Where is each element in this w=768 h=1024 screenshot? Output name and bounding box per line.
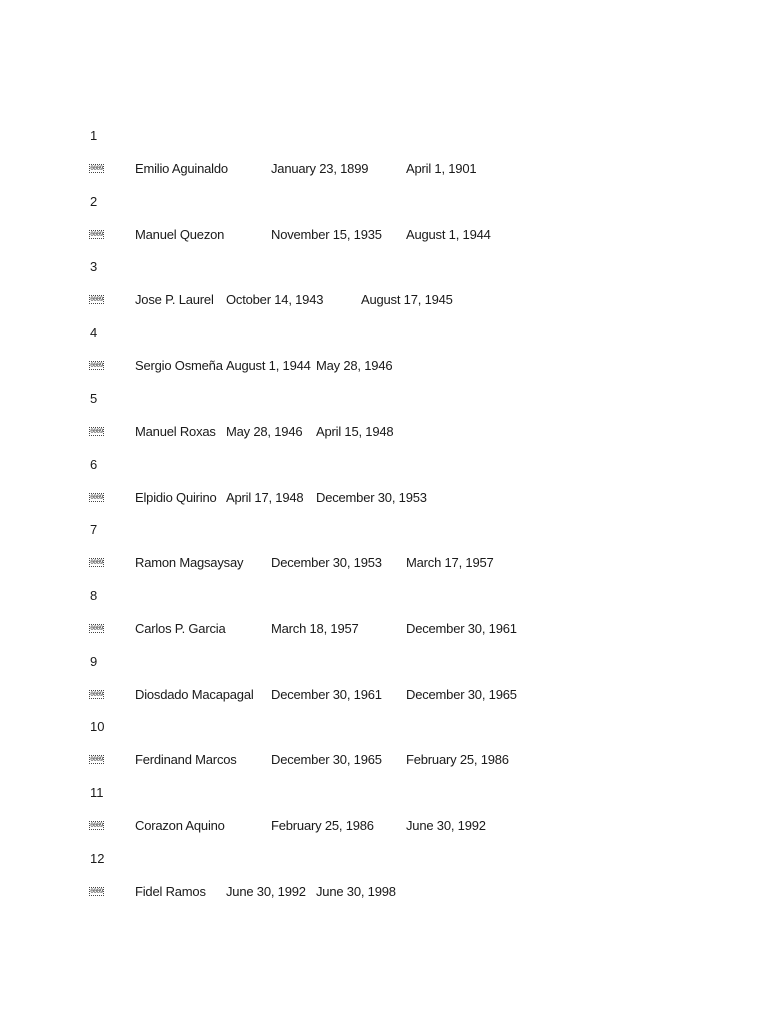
tab-glyph-icon: 0009 — [90, 756, 103, 764]
president-name: Jose P. Laurel — [135, 292, 214, 308]
table-row — [0, 555, 768, 571]
table-row — [0, 424, 768, 440]
row-number: 5 — [90, 390, 98, 406]
list-item — [0, 522, 768, 588]
term-end: December 30, 1953 — [316, 489, 427, 505]
list-item — [0, 391, 768, 457]
term-start: December 30, 1965 — [271, 752, 382, 768]
tab-glyph-icon: 0009 — [90, 427, 103, 435]
president-name: Manuel Roxas — [135, 423, 216, 439]
row-number: 9 — [90, 653, 98, 669]
table-row — [0, 687, 768, 703]
term-start: May 28, 1946 — [226, 423, 303, 439]
row-number: 6 — [90, 456, 98, 472]
table-row — [0, 490, 768, 506]
term-start: January 23, 1899 — [271, 161, 369, 176]
table-row — [0, 884, 768, 900]
term-end: June 30, 1998 — [316, 883, 396, 899]
tab-glyph-icon: 0009 — [90, 362, 103, 370]
list-item — [0, 719, 768, 785]
term-start: August 1, 1944 — [226, 358, 311, 374]
tab-glyph-icon: 0009 — [90, 493, 103, 501]
term-end: April 1, 1901 — [406, 161, 477, 176]
president-name: Ferdinand Marcos — [135, 752, 237, 768]
term-start: October 14, 1943 — [226, 292, 324, 308]
row-number: 11 — [90, 785, 104, 800]
row-number: 1 — [90, 128, 98, 143]
table-row — [0, 161, 768, 177]
row-number: 2 — [90, 193, 98, 209]
table-row — [0, 752, 768, 768]
tab-glyph-icon: 0009 — [90, 887, 103, 895]
list-item — [0, 588, 768, 654]
list-item — [0, 457, 768, 523]
tab-glyph-icon: 0009 — [90, 559, 103, 567]
row-number: 10 — [90, 719, 105, 735]
term-end: December 30, 1961 — [406, 620, 517, 636]
president-name: Fidel Ramos — [135, 883, 206, 899]
tab-glyph-icon: 0009 — [90, 296, 103, 304]
term-end: April 15, 1948 — [316, 423, 394, 439]
term-end: December 30, 1965 — [406, 686, 517, 702]
term-start: February 25, 1986 — [271, 818, 374, 833]
term-start: December 30, 1953 — [271, 555, 382, 571]
list-item — [0, 194, 768, 260]
term-end: May 28, 1946 — [316, 358, 393, 374]
term-start: April 17, 1948 — [226, 489, 304, 505]
table-row — [0, 818, 768, 834]
row-number: 7 — [90, 522, 98, 538]
table-row — [0, 621, 768, 637]
row-number: 4 — [90, 325, 98, 341]
tab-glyph-icon: 0009 — [90, 690, 103, 698]
term-start: December 30, 1961 — [271, 686, 382, 702]
president-name: Sergio Osmeña — [135, 358, 223, 374]
term-start: June 30, 1992 — [226, 883, 306, 899]
tab-glyph-icon: 0009 — [90, 822, 103, 829]
table-row — [0, 227, 768, 243]
list-item — [0, 259, 768, 325]
row-number: 12 — [90, 850, 105, 866]
table-row — [0, 358, 768, 374]
term-end: August 1, 1944 — [406, 226, 491, 242]
term-end: August 17, 1945 — [361, 292, 453, 308]
list-item — [0, 128, 768, 194]
president-name: Corazon Aquino — [135, 818, 225, 833]
president-name: Ramon Magsaysay — [135, 555, 244, 571]
president-name: Emilio Aguinaldo — [135, 161, 228, 176]
term-start: March 18, 1957 — [271, 620, 359, 636]
president-name: Carlos P. Garcia — [135, 620, 226, 636]
row-number: 3 — [90, 259, 98, 275]
term-start: November 15, 1935 — [271, 226, 382, 242]
table-row — [0, 292, 768, 308]
term-end: March 17, 1957 — [406, 555, 494, 571]
tab-glyph-icon: 0009 — [90, 165, 103, 172]
tab-glyph-icon: 0009 — [90, 230, 103, 238]
president-name: Elpidio Quirino — [135, 489, 217, 505]
president-name: Diosdado Macapagal — [135, 686, 254, 702]
term-end: February 25, 1986 — [406, 752, 509, 768]
tab-glyph-icon: 0009 — [90, 624, 103, 632]
term-end: June 30, 1992 — [406, 818, 486, 833]
president-name: Manuel Quezon — [135, 226, 225, 242]
list-item — [0, 325, 768, 391]
list-item — [0, 654, 768, 720]
row-number: 8 — [90, 587, 98, 603]
list-item — [0, 785, 768, 851]
list-item — [0, 851, 768, 917]
